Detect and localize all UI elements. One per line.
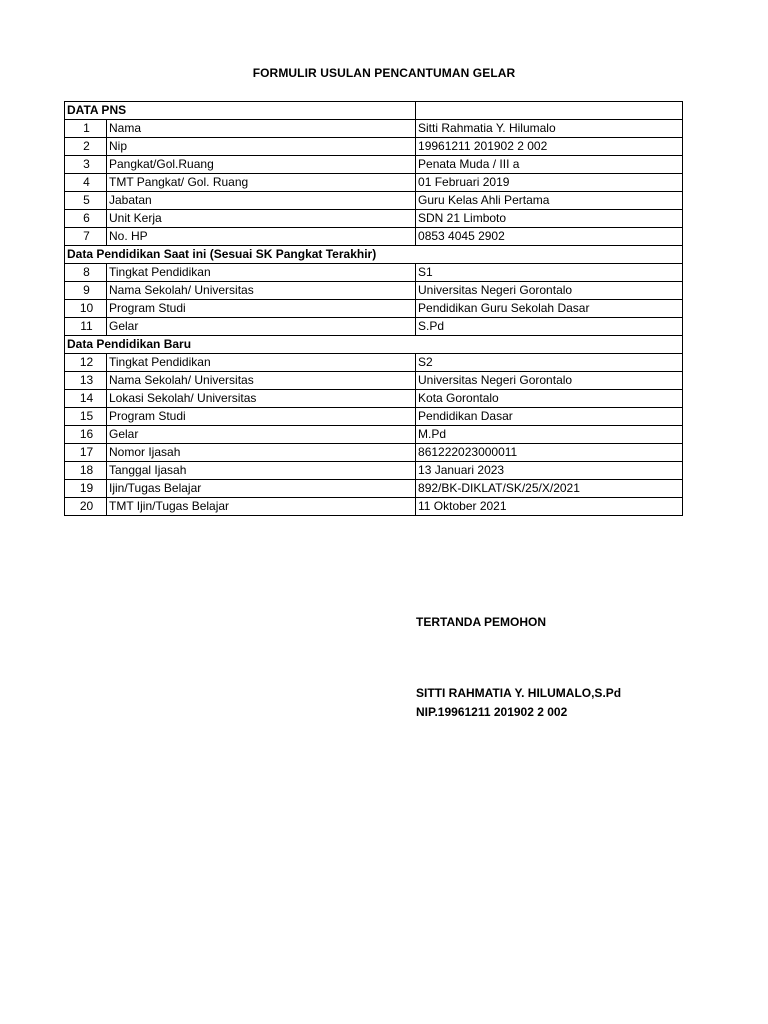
row-label: No. HP — [107, 228, 416, 246]
row-value: S1 — [416, 264, 683, 282]
row-value: 861222023000011 — [416, 444, 683, 462]
row-number: 12 — [65, 354, 107, 372]
row-number: 11 — [65, 318, 107, 336]
row-number: 3 — [65, 156, 107, 174]
row-value: S.Pd — [416, 318, 683, 336]
row-value: Pendidikan Dasar — [416, 408, 683, 426]
signature-heading: TERTANDA PEMOHON — [416, 615, 546, 629]
row-number: 10 — [65, 300, 107, 318]
table-row — [65, 462, 683, 480]
row-label: TMT Ijin/Tugas Belajar — [107, 498, 416, 516]
row-value: Universitas Negeri Gorontalo — [416, 282, 683, 300]
row-number: 9 — [65, 282, 107, 300]
row-value: Sitti Rahmatia Y. Hilumalo — [416, 120, 683, 138]
table-row — [65, 444, 683, 462]
row-number: 2 — [65, 138, 107, 156]
row-value: 13 Januari 2023 — [416, 462, 683, 480]
section-heading: Data Pendidikan Saat ini (Sesuai SK Pangkat Terakhir) — [65, 246, 683, 264]
table-row — [65, 192, 683, 210]
row-number: 5 — [65, 192, 107, 210]
row-number: 15 — [65, 408, 107, 426]
empty-cell — [416, 102, 683, 120]
row-value: Pendidikan Guru Sekolah Dasar — [416, 300, 683, 318]
row-value: Penata Muda / III a — [416, 156, 683, 174]
form-title: FORMULIR USULAN PENCANTUMAN GELAR — [252, 66, 516, 80]
row-label: Nomor Ijasah — [107, 444, 416, 462]
row-number: 4 — [65, 174, 107, 192]
row-number: 19 — [65, 480, 107, 498]
signatory-nip: NIP.19961211 201902 2 002 — [416, 705, 568, 719]
row-label: Gelar — [107, 426, 416, 444]
row-label: Jabatan — [107, 192, 416, 210]
table-row — [65, 174, 683, 192]
row-number: 20 — [65, 498, 107, 516]
row-label: Unit Kerja — [107, 210, 416, 228]
row-number: 13 — [65, 372, 107, 390]
row-number: 17 — [65, 444, 107, 462]
table-row — [65, 210, 683, 228]
row-label: Program Studi — [107, 300, 416, 318]
table-row — [65, 156, 683, 174]
table-row — [65, 498, 683, 516]
row-number: 14 — [65, 390, 107, 408]
section-header-row — [65, 336, 683, 354]
data-table — [64, 101, 683, 516]
row-number: 8 — [65, 264, 107, 282]
row-label: Tingkat Pendidikan — [107, 354, 416, 372]
row-value: 892/BK-DIKLAT/SK/25/X/2021 — [416, 480, 683, 498]
row-number: 1 — [65, 120, 107, 138]
table-row — [65, 138, 683, 156]
table-row — [65, 408, 683, 426]
row-value: Universitas Negeri Gorontalo — [416, 372, 683, 390]
table-row — [65, 300, 683, 318]
row-value: 11 Oktober 2021 — [416, 498, 683, 516]
row-number: 16 — [65, 426, 107, 444]
table-row — [65, 372, 683, 390]
section-header-row — [65, 246, 683, 264]
table-row — [65, 264, 683, 282]
row-label: TMT Pangkat/ Gol. Ruang — [107, 174, 416, 192]
row-number: 6 — [65, 210, 107, 228]
row-label: Nama Sekolah/ Universitas — [107, 282, 416, 300]
signatory-name: SITTI RAHMATIA Y. HILUMALO,S.Pd — [416, 686, 622, 700]
table-row — [65, 228, 683, 246]
section-header-row — [65, 102, 683, 120]
row-label: Nama — [107, 120, 416, 138]
row-label: Pangkat/Gol.Ruang — [107, 156, 416, 174]
row-label: Nip — [107, 138, 416, 156]
row-number: 18 — [65, 462, 107, 480]
row-value: M.Pd — [416, 426, 683, 444]
table-row — [65, 426, 683, 444]
row-label: Program Studi — [107, 408, 416, 426]
row-value: Guru Kelas Ahli Pertama — [416, 192, 683, 210]
row-value: 01 Februari 2019 — [416, 174, 683, 192]
row-label: Tanggal Ijasah — [107, 462, 416, 480]
row-value: 19961211 201902 2 002 — [416, 138, 683, 156]
row-label: Tingkat Pendidikan — [107, 264, 416, 282]
row-value: SDN 21 Limboto — [416, 210, 683, 228]
table-row — [65, 120, 683, 138]
row-label: Ijin/Tugas Belajar — [107, 480, 416, 498]
row-label: Gelar — [107, 318, 416, 336]
row-value: 0853 4045 2902 — [416, 228, 683, 246]
table-row — [65, 282, 683, 300]
table-row — [65, 318, 683, 336]
row-label: Lokasi Sekolah/ Universitas — [107, 390, 416, 408]
row-value: S2 — [416, 354, 683, 372]
row-label: Nama Sekolah/ Universitas — [107, 372, 416, 390]
table-row — [65, 480, 683, 498]
row-value: Kota Gorontalo — [416, 390, 683, 408]
section-heading: DATA PNS — [65, 102, 416, 120]
table-row — [65, 354, 683, 372]
section-heading: Data Pendidikan Baru — [65, 336, 683, 354]
row-number: 7 — [65, 228, 107, 246]
table-row — [65, 390, 683, 408]
